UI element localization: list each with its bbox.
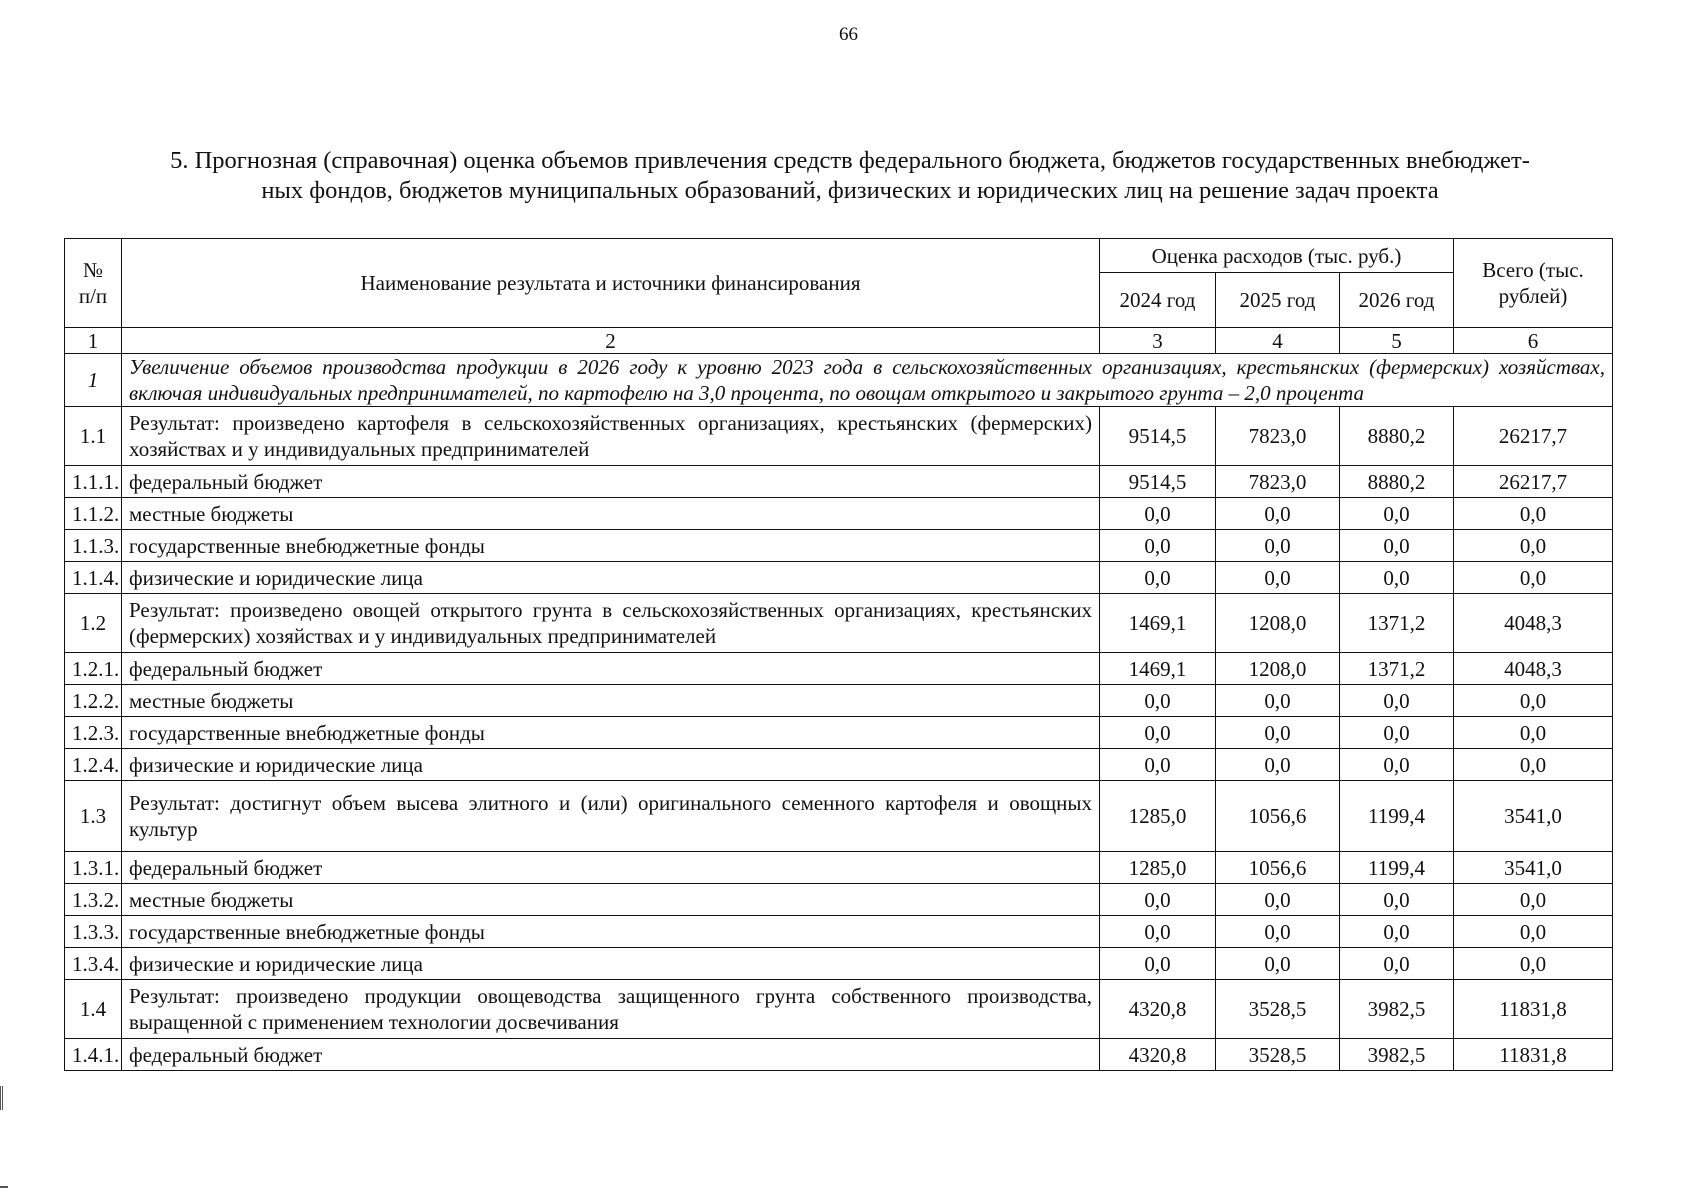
value-2025: 0,0 [1216,562,1340,594]
row-name: местные бюджеты [122,884,1100,916]
value-2025: 0,0 [1216,916,1340,948]
header-total: Всего (тыс. рублей) [1454,239,1613,328]
value-total: 0,0 [1454,562,1613,594]
value-2025: 7823,0 [1216,407,1340,466]
column-number: 2 [122,328,1100,354]
row-name: Результат: достигнут объем высева элитного и (или) оригинального семенного картофеля и овощных культур [122,781,1100,852]
row-name: местные бюджеты [122,685,1100,717]
header-year-2026: 2026 год [1340,273,1454,328]
row-name: Результат: произведено овощей открытого грунта в сельскохозяйственных организациях, крестьянских (фермерских) хозяйствах и у индивидуальных предпринимателей [122,594,1100,653]
value-2026: 0,0 [1340,498,1454,530]
table-row [65,562,1613,594]
value-2025: 1208,0 [1216,653,1340,685]
row-name: государственные внебюджетные фонды [122,717,1100,749]
scan-edge-mark [0,1186,8,1188]
value-2024: 1469,1 [1100,594,1216,653]
value-2026: 0,0 [1340,685,1454,717]
value-2024: 1285,0 [1100,781,1216,852]
row-number: 1.4.1. [65,1039,122,1071]
row-name: федеральный бюджет [122,852,1100,884]
value-2025: 0,0 [1216,749,1340,781]
table-row [65,653,1613,685]
value-total: 0,0 [1454,530,1613,562]
value-total: 0,0 [1454,749,1613,781]
row-number: 1.1.1. [65,466,122,498]
value-2026: 1199,4 [1340,781,1454,852]
row-name: физические и юридические лица [122,948,1100,980]
row-number: 1.3.3. [65,916,122,948]
row-name: физические и юридические лица [122,562,1100,594]
table-row [65,948,1613,980]
value-2026: 0,0 [1340,749,1454,781]
row-name: государственные внебюджетные фонды [122,530,1100,562]
table-row [65,781,1613,852]
value-2025: 7823,0 [1216,466,1340,498]
budget-table [64,238,1613,1071]
value-total: 0,0 [1454,948,1613,980]
value-2026: 8880,2 [1340,466,1454,498]
value-total: 4048,3 [1454,594,1613,653]
value-total: 11831,8 [1454,1039,1613,1071]
table-row [65,685,1613,717]
value-total: 26217,7 [1454,466,1613,498]
value-2024: 9514,5 [1100,407,1216,466]
value-2026: 1371,2 [1340,594,1454,653]
value-total: 0,0 [1454,884,1613,916]
row-name: федеральный бюджет [122,466,1100,498]
value-2025: 0,0 [1216,530,1340,562]
table-row [65,530,1613,562]
value-2026: 1199,4 [1340,852,1454,884]
value-2026: 8880,2 [1340,407,1454,466]
section-number: 1 [65,354,122,407]
value-2026: 3982,5 [1340,1039,1454,1071]
value-2025: 3528,5 [1216,1039,1340,1071]
value-total: 0,0 [1454,498,1613,530]
title-line-1: 5. Прогнозная (справочная) оценка объемов привлечения средств федерального бюджета, бюджетов государственных внебюджет- [170,147,1530,174]
row-number: 1.2 [65,594,122,653]
column-number: 1 [65,328,122,354]
value-2025: 0,0 [1216,717,1340,749]
column-number: 4 [1216,328,1340,354]
row-number: 1.3.2. [65,884,122,916]
header-year-2025: 2025 год [1216,273,1340,328]
section-text: Увеличение объемов производства продукции в 2026 году к уровню 2023 года в сельскохозяйственных организациях, крестьянских (фермерских) хозяйствах, включая индивидуальных предпринимателей, по картофелю на 3,0 процента, по овощам открытого и закрытого грунта – 2,0 процента [122,354,1613,407]
value-2024: 0,0 [1100,685,1216,717]
value-2024: 9514,5 [1100,466,1216,498]
header-num: № п/п [65,239,122,328]
row-name: Результат: произведено продукции овощеводства защищенного грунта собственного производства, выращенной с применением технологии досвечивания [122,980,1100,1039]
value-total: 3541,0 [1454,852,1613,884]
row-name: физические и юридические лица [122,749,1100,781]
value-2024: 0,0 [1100,916,1216,948]
row-number: 1.2.2. [65,685,122,717]
row-number: 1.2.3. [65,717,122,749]
row-name: государственные внебюджетные фонды [122,916,1100,948]
table-row [65,884,1613,916]
header-year-2024: 2024 год [1100,273,1216,328]
value-total: 11831,8 [1454,980,1613,1039]
value-2026: 0,0 [1340,948,1454,980]
table-row [65,717,1613,749]
value-2024: 0,0 [1100,948,1216,980]
value-total: 0,0 [1454,685,1613,717]
row-number: 1.3 [65,781,122,852]
row-number: 1.1.3. [65,530,122,562]
row-number: 1.1.2. [65,498,122,530]
row-number: 1.4 [65,980,122,1039]
table-row [65,852,1613,884]
document-title [60,146,1640,206]
value-2024: 0,0 [1100,498,1216,530]
value-2025: 1208,0 [1216,594,1340,653]
row-number: 1.2.4. [65,749,122,781]
row-name: Результат: произведено картофеля в сельскохозяйственных организациях, крестьянских (фермерских) хозяйствах и у индивидуальных предпринимателей [122,407,1100,466]
row-name: федеральный бюджет [122,653,1100,685]
value-2025: 0,0 [1216,685,1340,717]
value-2026: 1371,2 [1340,653,1454,685]
table-row [65,498,1613,530]
value-2024: 1285,0 [1100,852,1216,884]
value-2024: 0,0 [1100,749,1216,781]
table-row [65,916,1613,948]
value-total: 3541,0 [1454,781,1613,852]
row-name: местные бюджеты [122,498,1100,530]
row-number: 1.2.1. [65,653,122,685]
value-2025: 0,0 [1216,884,1340,916]
value-2024: 4320,8 [1100,1039,1216,1071]
page-number: 66 [839,24,858,45]
row-number: 1.1 [65,407,122,466]
table-row [65,407,1613,466]
value-2026: 3982,5 [1340,980,1454,1039]
header-estimate: Оценка расходов (тыс. руб.) [1100,239,1454,273]
table-row [65,466,1613,498]
value-2024: 0,0 [1100,562,1216,594]
value-total: 0,0 [1454,717,1613,749]
value-2025: 0,0 [1216,948,1340,980]
row-number: 1.3.4. [65,948,122,980]
header-name: Наименование результата и источники финансирования [122,239,1100,328]
column-number: 3 [1100,328,1216,354]
value-2024: 1469,1 [1100,653,1216,685]
value-2024: 0,0 [1100,884,1216,916]
value-2025: 1056,6 [1216,781,1340,852]
value-2024: 0,0 [1100,530,1216,562]
section-row [65,354,1613,407]
scan-edge-mark [0,1086,7,1110]
column-number: 6 [1454,328,1613,354]
value-2026: 0,0 [1340,530,1454,562]
value-2026: 0,0 [1340,717,1454,749]
value-2025: 0,0 [1216,498,1340,530]
title-line-2: ных фондов, бюджетов муниципальных образований, физических и юридических лиц на решение задач проекта [261,177,1439,204]
table-row [65,1039,1613,1071]
value-total: 4048,3 [1454,653,1613,685]
row-name: федеральный бюджет [122,1039,1100,1071]
value-2025: 1056,6 [1216,852,1340,884]
value-2026: 0,0 [1340,884,1454,916]
table-row [65,980,1613,1039]
table-row [65,594,1613,653]
value-total: 26217,7 [1454,407,1613,466]
value-2024: 0,0 [1100,717,1216,749]
value-2026: 0,0 [1340,916,1454,948]
value-2025: 3528,5 [1216,980,1340,1039]
value-2024: 4320,8 [1100,980,1216,1039]
table-row [65,749,1613,781]
value-total: 0,0 [1454,916,1613,948]
column-number: 5 [1340,328,1454,354]
row-number: 1.1.4. [65,562,122,594]
row-number: 1.3.1. [65,852,122,884]
value-2026: 0,0 [1340,562,1454,594]
